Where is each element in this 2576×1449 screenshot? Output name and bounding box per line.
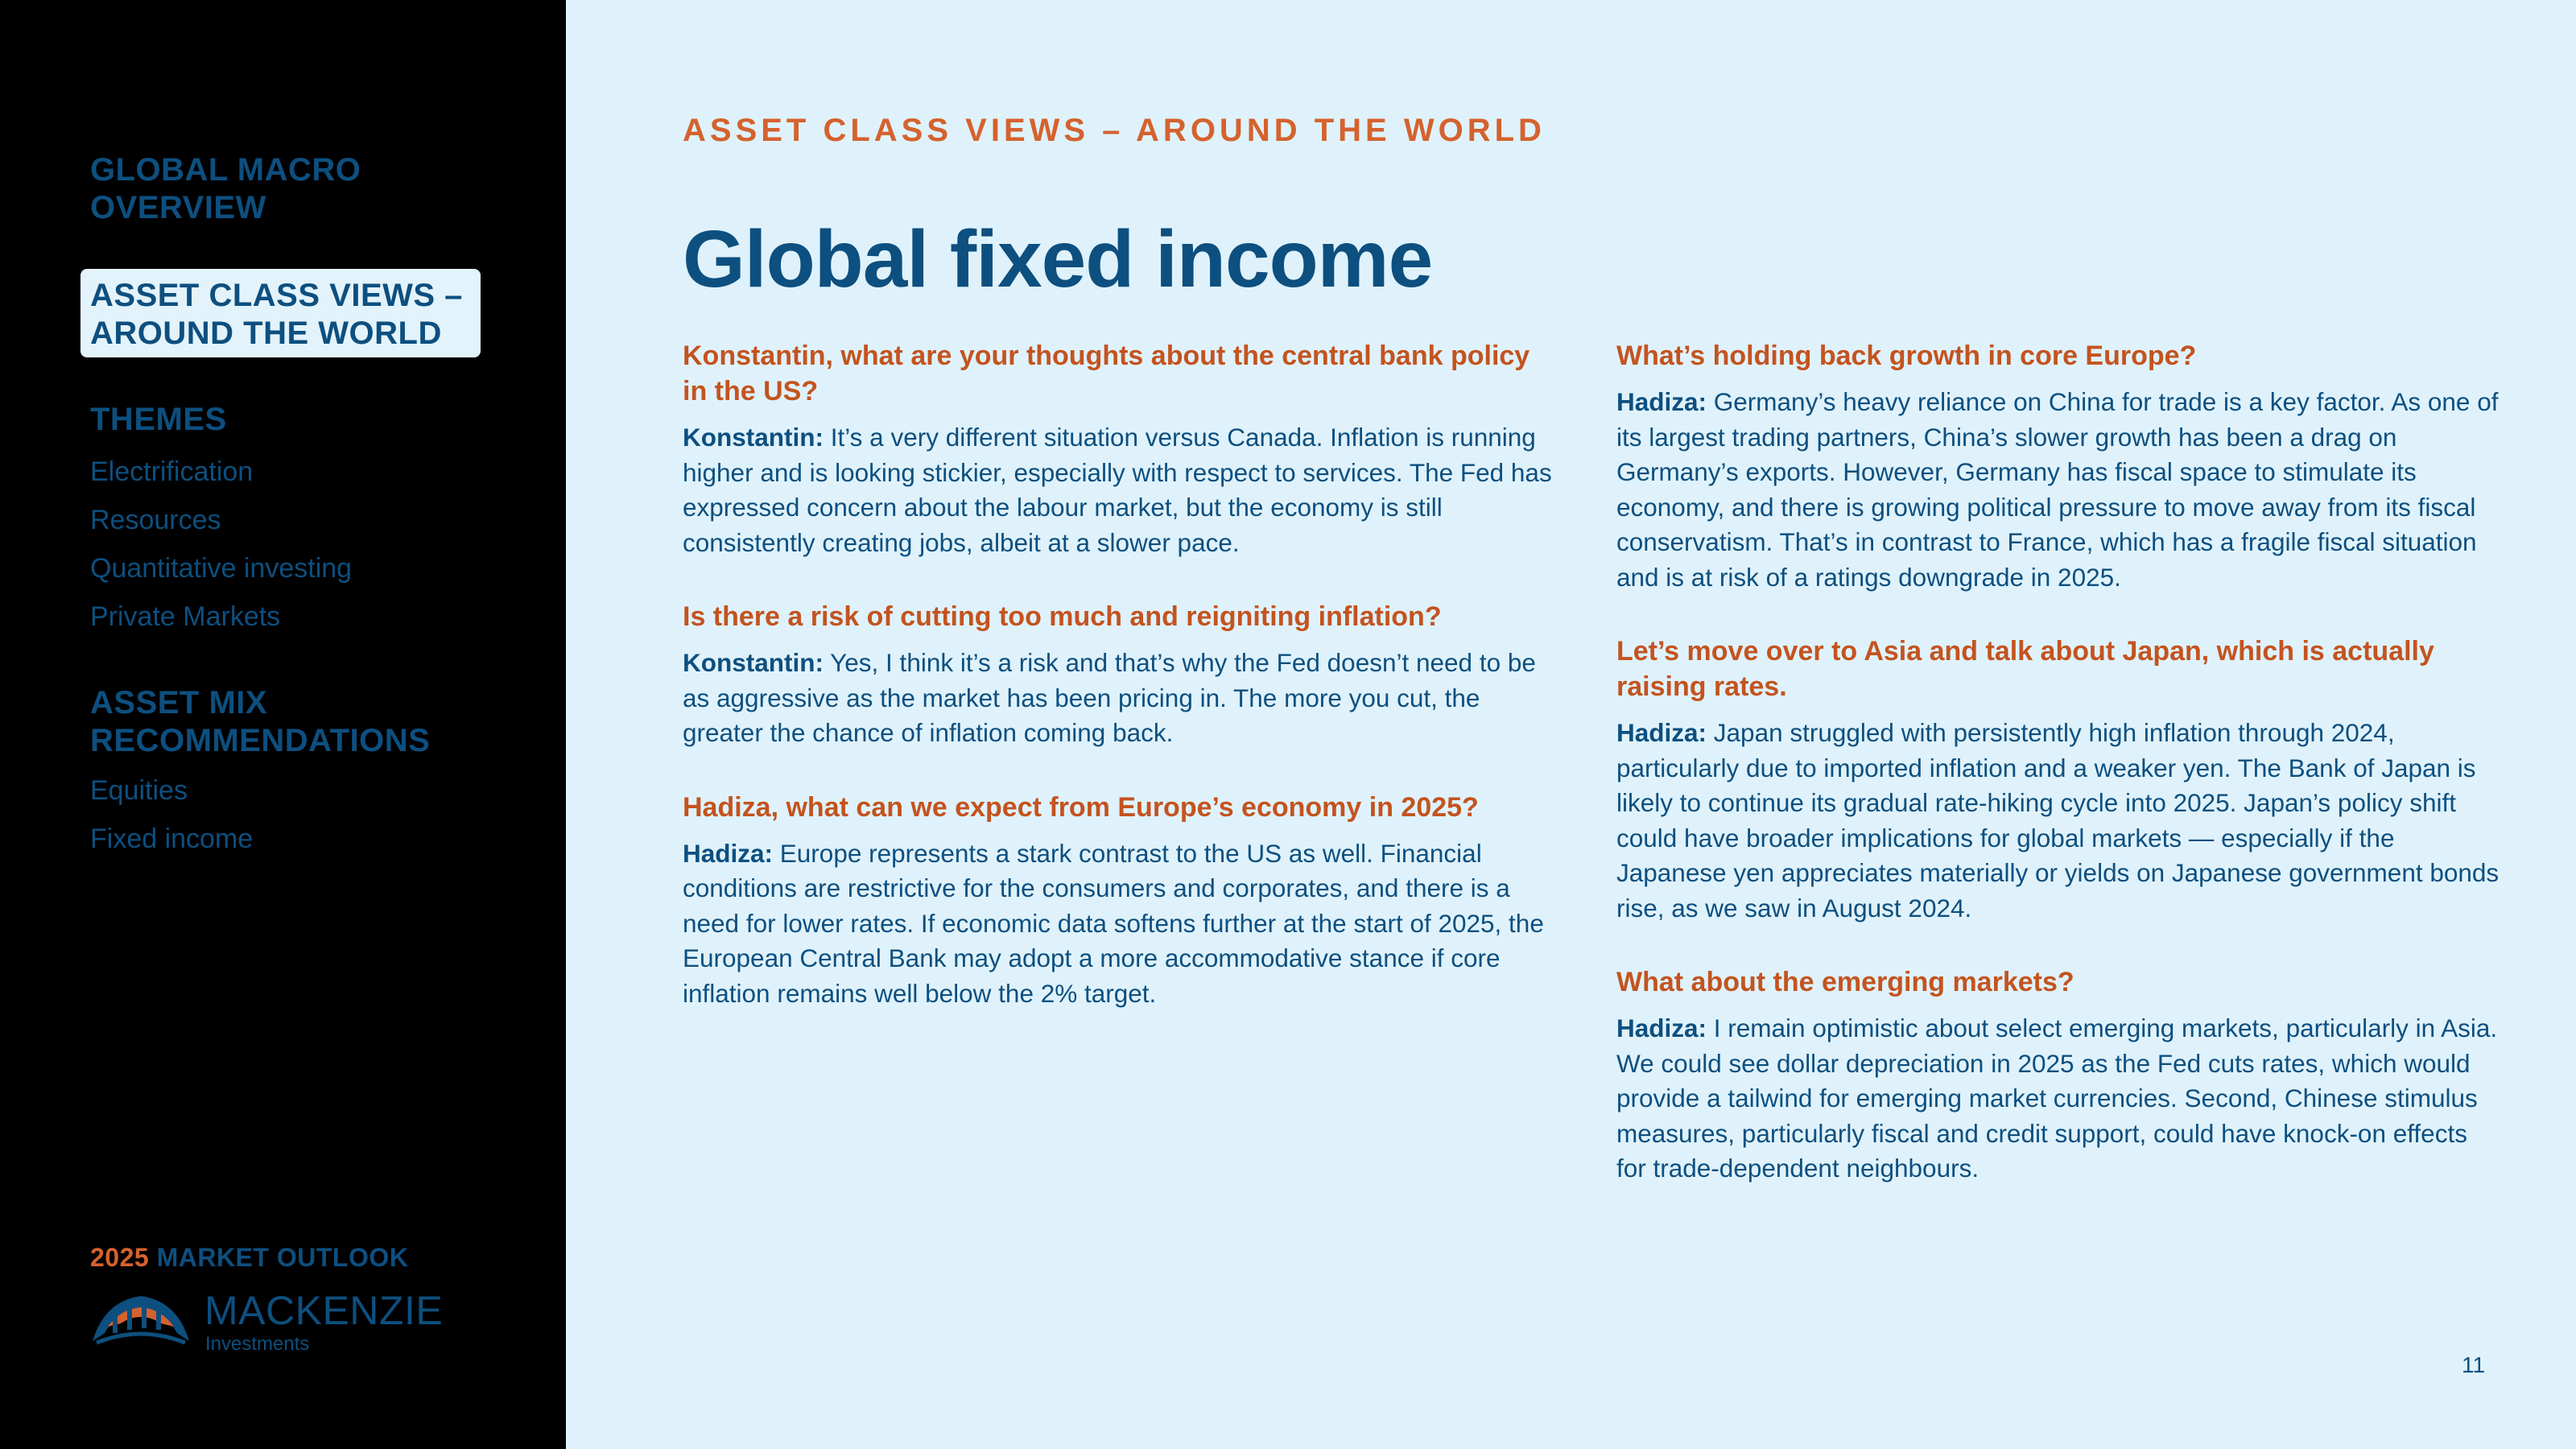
nav-section-line: RECOMMENDATIONS <box>90 723 431 758</box>
question: Let’s move over to Asia and talk about Japan, which is actually raising rates. <box>1616 636 2434 702</box>
question: What about the emerging markets? <box>1616 967 2074 997</box>
qa-block <box>1616 634 2502 926</box>
answer <box>683 646 1560 751</box>
speaker-name: Konstantin: <box>683 423 824 452</box>
page-number: 11 <box>2462 1352 2486 1377</box>
speaker-name: Hadiza: <box>1616 718 1707 747</box>
nav-section-line: AROUND THE WORLD <box>90 316 442 351</box>
answer-text: I remain optimistic about select emerging markets, particularly in Asia. We could see dollar depreciation in 2025 as the Fed cuts rates, which would provide a tailwind for emerging market currencies. Second, Chinese stimulus measures, particularly fiscal and credit support, could have knock-on effects for trade-dependent neighbours. <box>1616 1013 2498 1183</box>
question: Konstantin, what are your thoughts about the central bank policy in the US? <box>683 341 1530 407</box>
nav-section-line: GLOBAL MACRO <box>90 152 361 188</box>
question: Is there a risk of cutting too much and reigniting inflation? <box>683 601 1442 632</box>
nav-item-fixed-income[interactable]: Fixed income <box>90 824 254 854</box>
market-outlook-tag <box>90 1243 408 1273</box>
question: What’s holding back growth in core Europe? <box>1616 341 2197 371</box>
nav-section-line: OVERVIEW <box>90 190 266 225</box>
speaker-name: Hadiza: <box>1616 1013 1707 1042</box>
answer <box>1616 716 2502 926</box>
answer-text: Europe represents a stark contrast to the US as well. Financial conditions are restrictive for the consumers and corporates, and there is a need for lower rates. If economic data softens further at the start of 2025, the European Central Bank may adopt a more accommodative stance if core inflation remains well below the 2% target. <box>683 838 1544 1008</box>
qa-block <box>1616 338 2502 595</box>
speaker-name: Konstantin: <box>683 648 824 677</box>
answer <box>1616 385 2502 595</box>
mackenzie-logo-icon <box>89 1285 193 1349</box>
nav-item-resources[interactable]: Resources <box>90 505 221 535</box>
section-kicker: ASSET CLASS VIEWS – AROUND THE WORLD <box>683 113 1546 148</box>
question: Hadiza, what can we expect from Europe’s economy in 2025? <box>683 791 1479 823</box>
answer-text: Yes, I think it’s a risk and that’s why the Fed doesn’t need to be as aggressive as the market has been pricing in. The more you cut, the greater the chance of inflation coming back. <box>683 648 1536 747</box>
nav-item-equities[interactable]: Equities <box>90 775 188 806</box>
page-title: Global fixed income <box>683 214 1433 304</box>
nav-section-themes[interactable]: THEMES <box>90 402 227 437</box>
nav-section-line: ASSET CLASS VIEWS – <box>90 278 463 313</box>
nav-item-quantitative-investing[interactable]: Quantitative investing <box>90 553 353 584</box>
company-name: MACKENZIE <box>204 1288 444 1333</box>
sidebar <box>0 0 566 1449</box>
qa-block <box>683 790 1560 1012</box>
nav-section-line: ASSET MIX <box>90 685 268 720</box>
answer-text: Japan struggled with persistently high inflation through 2024, particularly due to imported inflation and a weaker yen. The Bank of Japan is likely to continue its gradual rate-hiking cycle into 2025. Japan’s policy shift could have broader implications for global markets — especially if the Japanese yen appreciates materially or yields on Japanese government bonds rise, as we saw in August 2024. <box>1616 718 2500 923</box>
nav-section-asset-mix-recommendations[interactable] <box>90 684 430 760</box>
nav-section-asset-class-views[interactable] <box>80 269 481 357</box>
answer <box>683 420 1560 560</box>
left-column <box>683 338 1560 1050</box>
brand-year: 2025 <box>90 1243 150 1272</box>
nav-section-global-macro-overview[interactable] <box>90 151 361 227</box>
qa-block <box>683 599 1560 751</box>
nav-item-private-markets[interactable]: Private Markets <box>90 601 281 632</box>
qa-block <box>683 338 1560 560</box>
speaker-name: Hadiza: <box>683 838 774 868</box>
answer <box>1616 1011 2502 1187</box>
nav-item-electrification[interactable]: Electrification <box>90 456 254 487</box>
brand-title: MARKET OUTLOOK <box>156 1243 409 1272</box>
answer <box>683 836 1560 1012</box>
right-column <box>1616 338 2502 1225</box>
answer-text: It’s a very different situation versus Canada. Inflation is running higher and is looking stickier, especially with respect to services. The Fed has expressed concern about the labour market, but the economy is still consistently creating jobs, albeit at a slower pace. <box>683 423 1552 557</box>
speaker-name: Hadiza: <box>1616 387 1707 416</box>
company-subtitle: Investments <box>205 1333 310 1355</box>
qa-block <box>1616 964 2502 1187</box>
answer-text: Germany’s heavy reliance on China for trade is a key factor. As one of its largest trading partners, China’s slower growth has been a drag on Germany’s exports. However, Germany has fiscal space to stimulate its economy, and there is growing political pressure to move away from its fiscal conservatism. That’s in contrast to France, which has a fragile fiscal situation and is at risk of a ratings downgrade in 2025. <box>1616 387 2499 592</box>
